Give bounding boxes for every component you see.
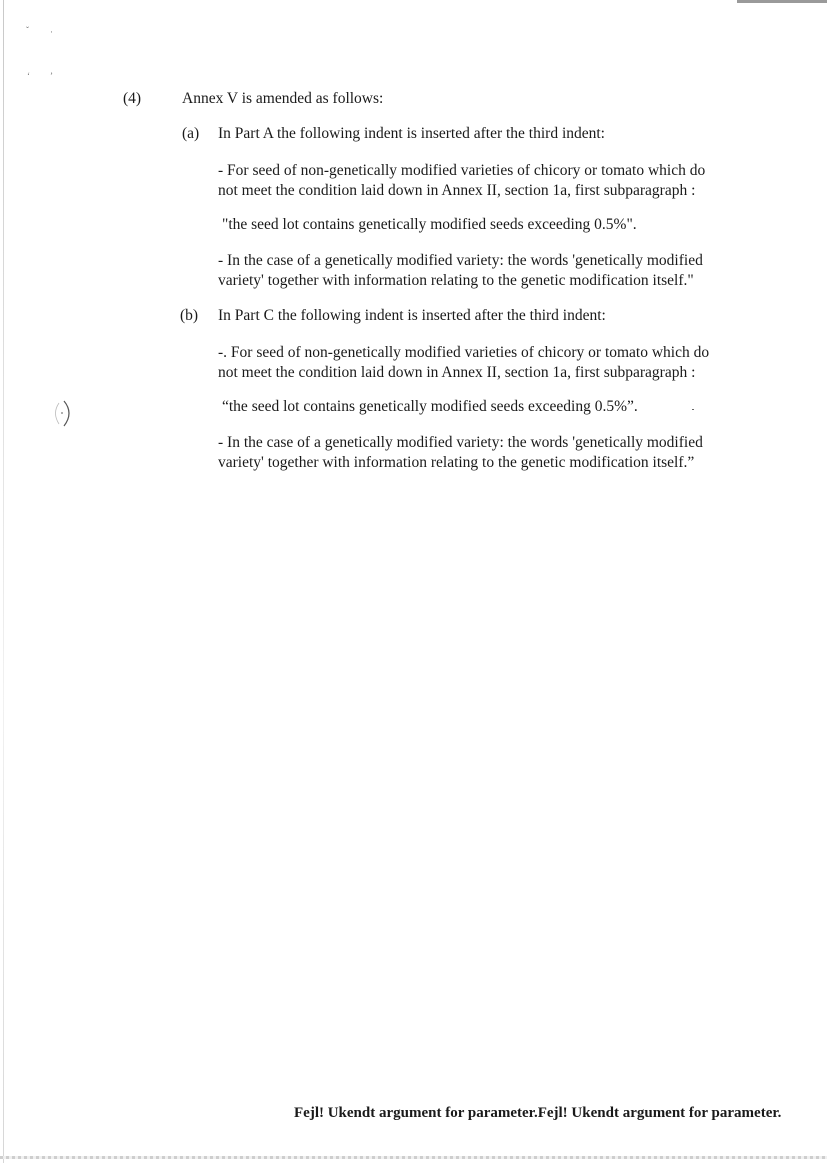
part-a-intro: In Part A the following indent is inserted after the third indent: <box>218 125 605 142</box>
amendment-heading: Annex V is amended as follows: <box>182 90 384 107</box>
part-b-indent1-line2: not meet the condition laid down in Annex II, section 1a, first subparagraph : <box>218 364 696 381</box>
part-b-quote: “the seed lot contains genetically modified seeds exceeding 0.5%”. <box>222 398 638 415</box>
scan-speck: ‘ <box>27 71 30 81</box>
part-a-indent1-line2: not meet the condition laid down in Annex II, section 1a, first subparagraph : <box>218 182 696 199</box>
part-a-indent-gm-variety <box>218 251 758 291</box>
scan-bottom-artifact <box>0 1156 827 1159</box>
part-a-indent2-line2: variety' together with information relating to the genetic modification itself." <box>218 272 694 289</box>
scan-speck: ’ <box>50 71 53 81</box>
part-b-indent1-line1: -. For seed of non-genetically modified varieties of chicory or tomato which do <box>218 344 710 361</box>
scan-speck <box>692 409 694 410</box>
part-b-label: (b) <box>180 307 199 324</box>
part-a-indent-chicory-tomato <box>218 161 758 201</box>
scan-speck: · <box>50 27 53 37</box>
scan-edge-line <box>3 0 4 1163</box>
page-footer-error-text: Fejl! Ukendt argument for parameter.Fejl! Ukendt argument for parameter. <box>294 1105 782 1121</box>
part-b-indent-gm-variety <box>218 433 758 473</box>
part-a-indent2-line1: - In the case of a genetically modified variety: the words 'genetically modified <box>218 252 703 269</box>
punch-hole-mark <box>52 399 74 429</box>
scan-top-artifact <box>737 0 827 3</box>
part-a-quote: "the seed lot contains genetically modified seeds exceeding 0.5%". <box>222 216 637 233</box>
part-b-indent-chicory-tomato <box>218 343 758 383</box>
part-a-label: (a) <box>182 125 200 142</box>
part-b-intro: In Part C the following indent is inserted after the third indent: <box>218 307 606 324</box>
scan-speck: ˇ <box>26 25 29 35</box>
part-b-indent2-line2: variety' together with information relating to the genetic modification itself.” <box>218 454 695 471</box>
amendment-number: (4) <box>123 90 142 107</box>
part-a-indent1-line1: - For seed of non-genetically modified varieties of chicory or tomato which do <box>218 162 706 179</box>
part-b-indent2-line1: - In the case of a genetically modified variety: the words 'genetically modified <box>218 434 703 451</box>
